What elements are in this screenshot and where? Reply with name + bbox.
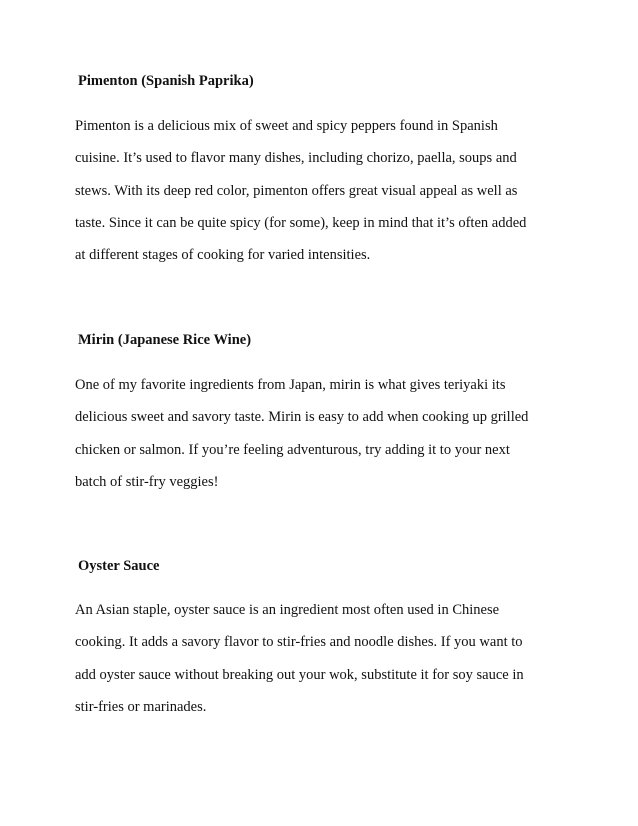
section-pimenton bbox=[75, 72, 565, 264]
section-oyster-sauce bbox=[75, 557, 565, 715]
section-body bbox=[75, 110, 565, 271]
body-line: batch of stir-fry veggies! bbox=[75, 473, 219, 490]
body-line: stir-fries or marinades. bbox=[75, 698, 207, 715]
body-line: at different stages of cooking for varied intensities. bbox=[75, 247, 371, 264]
body-line: taste. Since it can be quite spicy (for some), keep in mind that it’s often added bbox=[75, 214, 527, 231]
section-mirin bbox=[75, 331, 565, 490]
body-line: Pimenton is a delicious mix of sweet and spicy peppers found in Spanish bbox=[75, 118, 498, 134]
section-heading: Pimenton (Spanish Paprika) bbox=[78, 73, 254, 89]
body-line: cooking. It adds a savory flavor to stir-fries and noodle dishes. If you want to bbox=[75, 634, 523, 651]
section-body bbox=[75, 369, 565, 498]
body-line: An Asian staple, oyster sauce is an ingredient most often used in Chinese bbox=[75, 602, 500, 618]
body-line: add oyster sauce without breaking out your wok, substitute it for soy sauce in bbox=[75, 666, 524, 683]
section-heading: Mirin (Japanese Rice Wine) bbox=[78, 332, 252, 348]
body-line: One of my favorite ingredients from Japan, mirin is what gives teriyaki its bbox=[75, 377, 506, 393]
body-line: chicken or salmon. If you’re feeling adventurous, try adding it to your next bbox=[75, 441, 510, 458]
body-line: stews. With its deep red color, pimenton offers great visual appeal as well as bbox=[75, 182, 518, 199]
section-heading: Oyster Sauce bbox=[78, 558, 160, 574]
body-line: delicious sweet and savory taste. Mirin is easy to add when cooking up grilled bbox=[75, 409, 529, 426]
body-line: cuisine. It’s used to flavor many dishes, including chorizo, paella, soups and bbox=[75, 150, 517, 167]
section-body bbox=[75, 594, 565, 723]
